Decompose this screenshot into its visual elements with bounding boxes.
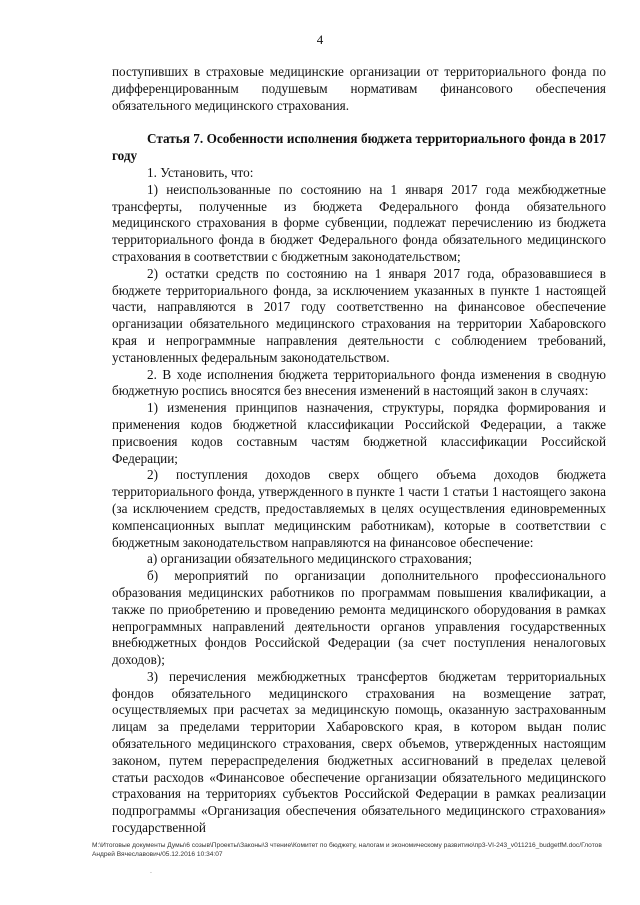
page-number: 4 xyxy=(316,32,324,47)
paragraph-continuation: поступивших в страховые медицинские организации от территориального фонда по дифференцированным подушевым нормативам финансового обеспечения обязательного медицинского страхования. xyxy=(112,64,606,113)
paragraph: 3) перечисления межбюджетных трансфертов бюджетам территориальных фондов обязательного медицинского страхования на возмещение затрат, осуществляемых при расчетах за медицинскую помощь, оказанную застрахованным лицам за пределами территории Хабаровского края, в котором выдан полис обязательного медицинского страхования, сверх объемов, утвержденных настоящим законом, путем перераспределения бюджетных ассигнований в пределах целевой статьи расходов «Финансовое обеспечение организации обязательного медицинского страхования на территориях субъектов Российской Федерации в рамках реализации подпрограммы «Организация обеспечения обязательного медицинского страхования» государственной xyxy=(112,668,606,836)
paragraph: 1. Установить, что: xyxy=(147,164,254,180)
article-heading: Статья 7. Особенности исполнения бюджета территориального фонда в 2017 году xyxy=(112,131,606,164)
paragraph: 2) остатки средств по состоянию на 1 января 2017 года, образовавшиеся в бюджете территориального фонда, за исключением указанных в пункте 1 настоящей части, направляются в 2017 году соответственно на финансовое обеспечение организации обязательного медицинского страхования на территории Хабаровского края и непрограммные направления деятельности с соблюдением требований, установленных федеральным законодательством. xyxy=(112,265,606,365)
footer-mark: . xyxy=(150,868,152,875)
paragraph: 1) неиспользованные по состоянию на 1 января 2017 года межбюджетные трансферты, полученные из бюджета Федерального фонда обязательного медицинского страхования в форме субвенции, подлежат перечислению из бюджета территориального фонда в бюджет Федерального фонда обязательного медицинского страхования в соответствии с бюджетным законодательством; xyxy=(112,181,606,264)
paragraph: 2. В ходе исполнения бюджета территориального фонда изменения в сводную бюджетную роспись вносятся без внесения изменений в настоящий закон в случаях: xyxy=(112,366,606,399)
paragraph: а) организации обязательного медицинского страхования; xyxy=(147,551,473,567)
paragraph: 2) поступления доходов сверх общего объема доходов бюджета территориального фонда, утвержденного в пункте 1 части 1 статьи 1 настоящего закона (за исключением средств, предоставляемых в целях осуществления единовременных компенсационных выплат медицинским работникам), которые в соответствии с бюджетным законодательством направляются на финансовое обеспечение: xyxy=(112,467,606,550)
document-body xyxy=(112,64,606,837)
paragraph: 1) изменения принципов назначения, структуры, порядка формирования и применения кодов бюджетной классификации Российской Федерации, а также присвоения кодов составным частям бюджетной классификации Российской Федерации; xyxy=(112,400,606,466)
paragraph: б) мероприятий по организации дополнительного профессионального образования медицинских работников по программам повышения квалификации, а также по приобретению и проведению ремонта медицинского оборудования в рамках непрограммных направлений деятельности органов управления государственных внебюджетных фондов Российской Федерации (за счет поступления неналоговых доходов); xyxy=(112,568,606,668)
file-path-footer: M:\Итоговые документы Думы\6 созыв\Проекты\Законы\3 чтение\Комитет по бюджету, налогам и экономическому развитию\пр3-VI-243_v011216_budgetfM.doc/Глотов Андрей Вячеславович/05.12.2016 10:34:07 xyxy=(92,842,602,858)
